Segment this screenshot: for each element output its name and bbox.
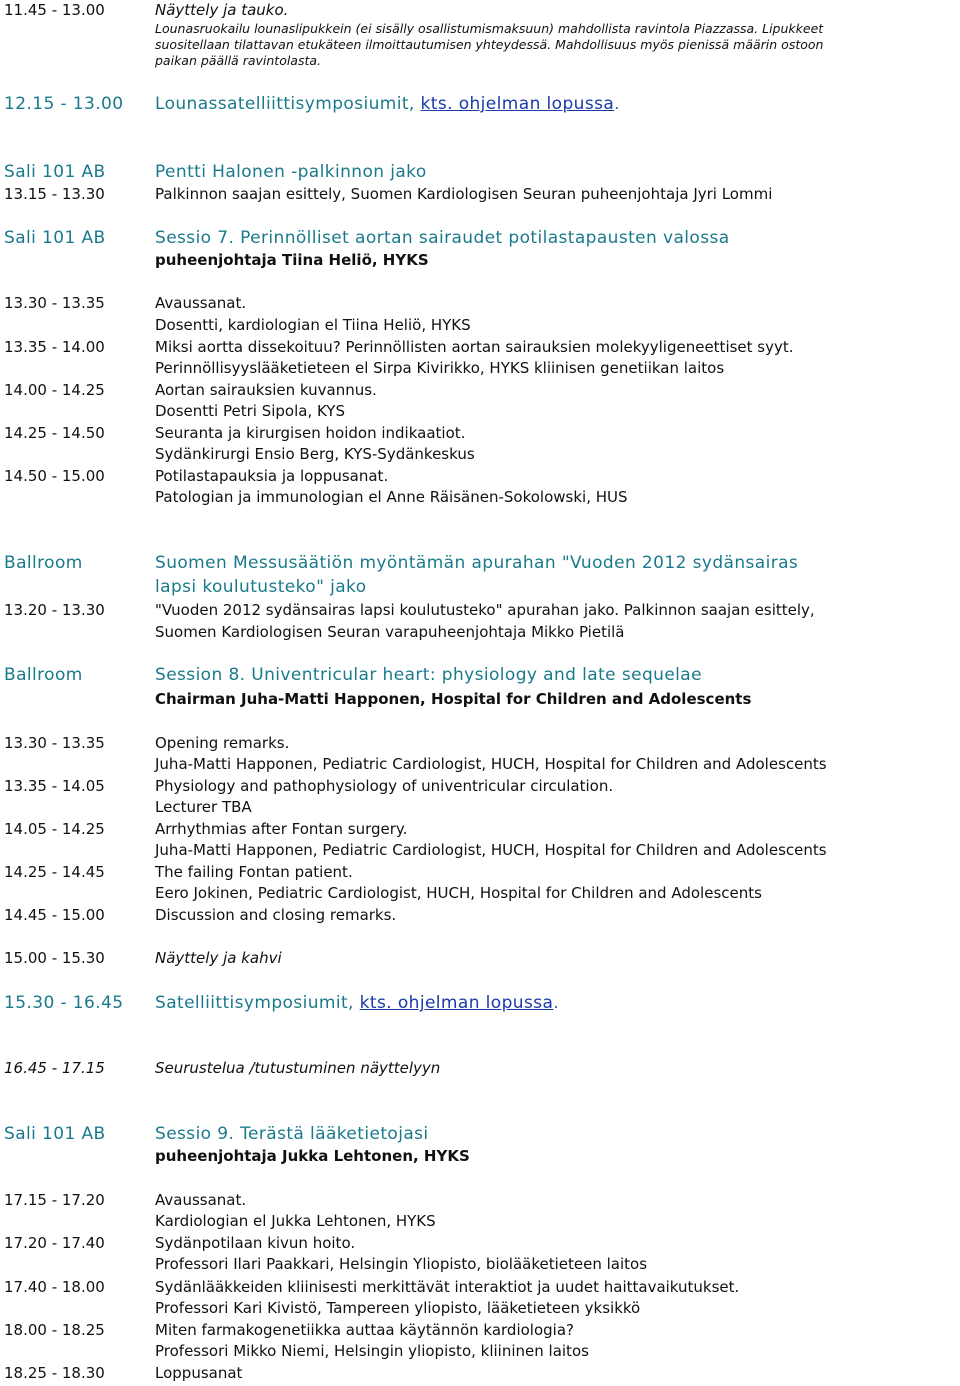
award-text: Palkinnon saajan esittely, Suomen Kardiologisen Seuran puheenjohtaja Jyri Lommi bbox=[155, 185, 773, 203]
program-link[interactable]: kts. ohjelman lopussa bbox=[420, 94, 615, 114]
talk-speaker: Perinnöllisyyslääketieteen el Sirpa Kivirikko, HYKS kliinisen genetiikan laitos bbox=[155, 359, 725, 377]
talk-speaker: Professori Mikko Niemi, Helsingin yliopisto, kliininen laitos bbox=[155, 1342, 589, 1360]
time-label: 14.25 - 14.45 bbox=[4, 863, 105, 881]
time-label: 15.30 - 16.45 bbox=[4, 993, 124, 1013]
time-label: 14.50 - 15.00 bbox=[4, 467, 105, 485]
talk-speaker: Professori Ilari Paakkari, Helsingin Yliopisto, biolääketieteen laitos bbox=[155, 1255, 648, 1273]
session-title: Sessio 9. Terästä lääketietojasi bbox=[155, 1124, 429, 1144]
award-title: Suomen Messusäätiön myöntämän apurahan "Vuoden 2012 sydänsairas bbox=[155, 553, 799, 573]
award-title: lapsi koulutusteko" jako bbox=[155, 577, 367, 597]
room-label: Sali 101 AB bbox=[4, 228, 106, 248]
time-label: 18.25 - 18.30 bbox=[4, 1364, 105, 1382]
time-label: 17.40 - 18.00 bbox=[4, 1278, 105, 1296]
time-label: 12.15 - 13.00 bbox=[4, 94, 124, 114]
time-label: 13.30 - 13.35 bbox=[4, 294, 105, 312]
time-label: 13.15 - 13.30 bbox=[4, 185, 105, 203]
time-label: 14.00 - 14.25 bbox=[4, 381, 105, 399]
session-chair: puheenjohtaja Jukka Lehtonen, HYKS bbox=[155, 1147, 470, 1165]
talk-title: Miten farmakogenetiikka auttaa käytännön kardiologia? bbox=[155, 1321, 574, 1339]
room-label: Sali 101 AB bbox=[4, 1124, 106, 1144]
talk-title: Sydänpotilaan kivun hoito. bbox=[155, 1234, 356, 1252]
talk-title: Arrhythmias after Fontan surgery. bbox=[155, 820, 408, 838]
talk-title: Miksi aortta dissekoituu? Perinnöllisten aortan sairauksien molekyyligeneettiset syyt. bbox=[155, 338, 794, 356]
talk-speaker: Professori Kari Kivistö, Tampereen yliopisto, lääketieteen yksikkö bbox=[155, 1299, 641, 1317]
period: . bbox=[553, 993, 560, 1013]
talk-speaker: Eero Jokinen, Pediatric Cardiologist, HUCH, Hospital for Children and Adolescents bbox=[155, 884, 762, 902]
symposium-title: Satelliittisymposiumit, bbox=[155, 993, 360, 1013]
talk-title: Loppusanat bbox=[155, 1364, 243, 1382]
note-line: Lounasruokailu lounaslipukkein (ei sisälly osallistumismaksuun) mahdollista ravintola Piazzassa. Lipukkeet bbox=[155, 21, 824, 36]
award-text: Suomen Kardiologisen Seuran varapuheenjohtaja Mikko Pietilä bbox=[155, 623, 625, 641]
time-label: 13.20 - 13.30 bbox=[4, 601, 105, 619]
talk-title: Potilastapauksia ja loppusanat. bbox=[155, 467, 389, 485]
talk-title: Discussion and closing remarks. bbox=[155, 906, 397, 924]
talk-title: Aortan sairauksien kuvannus. bbox=[155, 381, 377, 399]
period: . bbox=[614, 94, 620, 114]
talk-title: Avaussanat. bbox=[155, 294, 247, 312]
talk-speaker: Lecturer TBA bbox=[155, 798, 252, 816]
time-label: 14.45 - 15.00 bbox=[4, 906, 105, 924]
session-title: Session 8. Univentricular heart: physiology and late sequelae bbox=[155, 665, 702, 685]
talk-speaker: Kardiologian el Jukka Lehtonen, HYKS bbox=[155, 1212, 436, 1230]
session-chair: puheenjohtaja Tiina Heliö, HYKS bbox=[155, 251, 429, 269]
note-line: suositellaan tilattavan etukäteen ilmoittautumisen yhteydessä. Mahdollisuus myös pienissä määrin ostoon bbox=[155, 37, 824, 52]
time-label: 14.25 - 14.50 bbox=[4, 424, 105, 442]
session-title: Sessio 7. Perinnölliset aortan sairaudet potilastapausten valossa bbox=[155, 228, 730, 248]
time-label: 13.35 - 14.05 bbox=[4, 777, 105, 795]
time-label: 15.00 - 15.30 bbox=[4, 949, 105, 967]
note-line: paikan päällä ravintolasta. bbox=[155, 53, 322, 68]
block-title: Näyttely ja tauko. bbox=[155, 1, 289, 19]
talk-title: Seuranta ja kirurgisen hoidon indikaatiot. bbox=[155, 424, 466, 442]
symposium-line bbox=[155, 993, 559, 1013]
talk-title: Physiology and pathophysiology of univentricular circulation. bbox=[155, 777, 614, 795]
time-label: 14.05 - 14.25 bbox=[4, 820, 105, 838]
talk-speaker: Sydänkirurgi Ensio Berg, KYS-Sydänkeskus bbox=[155, 445, 475, 463]
time-label: 17.20 - 17.40 bbox=[4, 1234, 105, 1252]
talk-title: Opening remarks. bbox=[155, 734, 290, 752]
room-label: Ballroom bbox=[4, 665, 83, 685]
talk-title: Avaussanat. bbox=[155, 1191, 247, 1209]
talk-speaker: Patologian ja immunologian el Anne Räisänen-Sokolowski, HUS bbox=[155, 488, 628, 506]
time-label: 11.45 - 13.00 bbox=[4, 1, 105, 19]
talk-speaker: Juha-Matti Happonen, Pediatric Cardiologist, HUCH, Hospital for Children and Adolescents bbox=[155, 841, 827, 859]
social-title: Seurustelua /tutustuminen näyttelyyn bbox=[155, 1059, 441, 1077]
time-label: 16.45 - 17.15 bbox=[4, 1059, 105, 1077]
room-label: Sali 101 AB bbox=[4, 162, 106, 182]
program-link[interactable]: kts. ohjelman lopussa bbox=[359, 993, 554, 1013]
symposium-title: Lounassatelliittisymposiumit, bbox=[155, 94, 421, 114]
talk-speaker: Dosentti Petri Sipola, KYS bbox=[155, 402, 345, 420]
session-chair: Chairman Juha-Matti Happonen, Hospital for Children and Adolescents bbox=[155, 690, 752, 708]
time-label: 17.15 - 17.20 bbox=[4, 1191, 105, 1209]
talk-speaker: Dosentti, kardiologian el Tiina Heliö, HYKS bbox=[155, 316, 471, 334]
talk-title: The failing Fontan patient. bbox=[155, 863, 353, 881]
talk-speaker: Juha-Matti Happonen, Pediatric Cardiologist, HUCH, Hospital for Children and Adolescents bbox=[155, 755, 827, 773]
time-label: 13.35 - 14.00 bbox=[4, 338, 105, 356]
break-title: Näyttely ja kahvi bbox=[155, 949, 282, 967]
time-label: 18.00 - 18.25 bbox=[4, 1321, 105, 1339]
room-label: Ballroom bbox=[4, 553, 83, 573]
award-text: "Vuoden 2012 sydänsairas lapsi koulutusteko" apurahan jako. Palkinnon saajan esittely, bbox=[155, 601, 815, 619]
award-title: Pentti Halonen -palkinnon jako bbox=[155, 162, 427, 182]
time-label: 13.30 - 13.35 bbox=[4, 734, 105, 752]
symposium-line bbox=[155, 94, 620, 114]
talk-title: Sydänlääkkeiden kliinisesti merkittävät interaktiot ja uudet haittavaikutukset. bbox=[155, 1278, 740, 1296]
